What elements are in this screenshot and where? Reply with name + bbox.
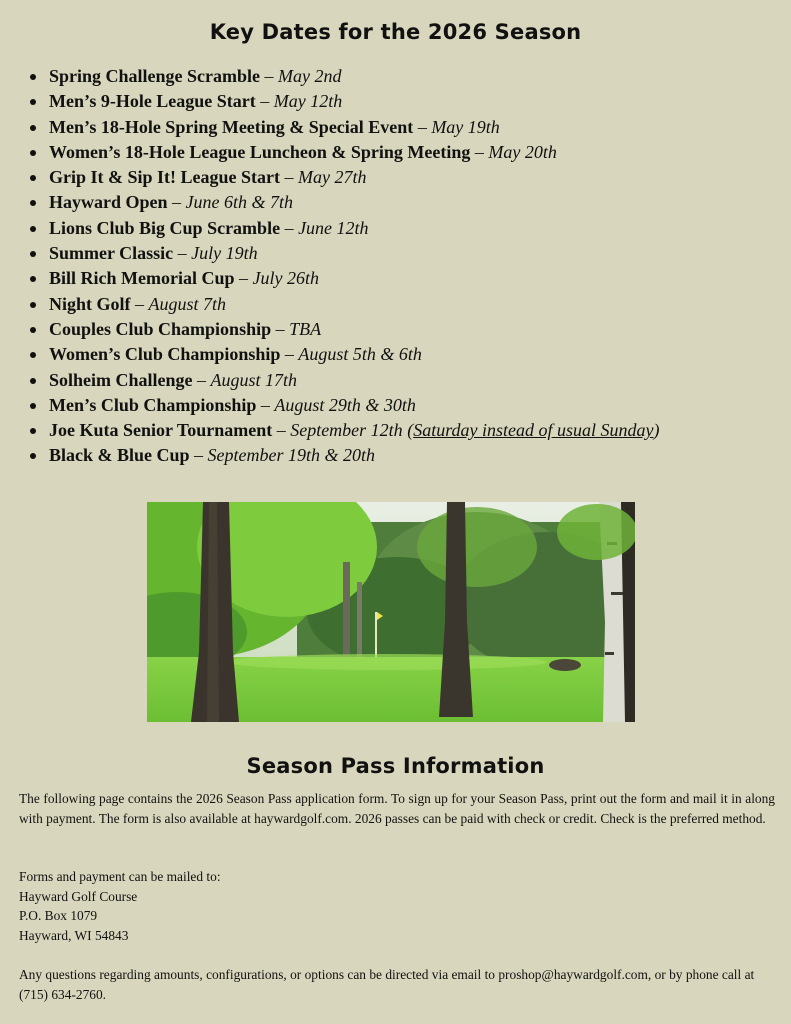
- bullet-icon: [30, 428, 36, 434]
- bullet-icon: [30, 125, 36, 131]
- event-date: May 2nd: [278, 66, 342, 86]
- bullet-icon: [30, 175, 36, 181]
- event-note: (Saturday instead of usual Sunday): [407, 420, 660, 441]
- list-item: Summer Classic – July 19th: [30, 241, 770, 266]
- list-item: Men’s 18-Hole Spring Meeting & Special Event – May 19th: [30, 115, 770, 140]
- event-date: June 6th & 7th: [185, 192, 293, 213]
- bullet-icon: [30, 453, 36, 459]
- list-item: Men’s Club Championship – August 29th & 30th: [30, 393, 770, 418]
- event-date: June 12th: [298, 217, 369, 238]
- list-item: Couples Club Championship – TBA: [30, 317, 770, 342]
- event-name: Joe Kuta Senior Tournament: [49, 420, 273, 441]
- list-item: Solheim Challenge – August 17th: [30, 368, 770, 393]
- contact-info: Any questions regarding amounts, configurations, or options can be directed via email to proshop@haywardgolf.com, or by phone call at (715) 634-2760.: [19, 967, 755, 1002]
- list-item: Black & Blue Cup – September 19th & 20th: [30, 443, 770, 468]
- event-name: Grip It & Sip It! League Start: [49, 167, 280, 188]
- event-date: August 17th: [210, 369, 298, 390]
- event-name: Bill Rich Memorial Cup: [49, 268, 235, 289]
- list-item: Lions Club Big Cup Scramble – June 12th: [30, 216, 770, 241]
- event-name: Men’s 9-Hole League Start: [49, 91, 256, 112]
- list-item: Women’s Club Championship – August 5th & 6th: [30, 342, 770, 367]
- address-line: Hayward Golf Course: [19, 888, 138, 904]
- list-item: Grip It & Sip It! League Start – May 27th: [30, 165, 770, 190]
- bullet-icon: [30, 251, 36, 257]
- event-name: Solheim Challenge: [49, 369, 193, 390]
- mail-heading: Forms and payment can be mailed to:: [19, 869, 221, 884]
- list-item: Spring Challenge Scramble – May 2nd: [30, 64, 770, 89]
- event-date: September 12th: [290, 420, 403, 441]
- list-item: Women’s 18-Hole League Luncheon & Spring Meeting – May 20th: [30, 140, 770, 165]
- event-name: Hayward Open: [49, 192, 168, 213]
- key-dates-title: Key Dates for the 2026 Season: [209, 20, 582, 44]
- event-date: September 19th & 20th: [207, 445, 376, 466]
- event-name: Women’s Club Championship: [49, 344, 281, 365]
- address-line: Hayward, WI 54843: [19, 927, 129, 943]
- season-pass-intro: The following page contains the 2026 Season Pass application form. To sign up for your Season Pass, print out the form and mail it in along with payment. The form is also available at haywardgolf.com. 2026 passes can be paid with check or credit. Check is the preferred method.: [19, 791, 775, 826]
- event-date: August 5th & 6th: [298, 344, 422, 365]
- mailing-address-block: [19, 867, 775, 945]
- bullet-icon: [30, 302, 36, 308]
- event-name: Couples Club Championship: [49, 318, 272, 339]
- event-date: May 19th: [431, 116, 500, 137]
- bullet-icon: [30, 403, 36, 409]
- event-name: Men’s 18-Hole Spring Meeting & Special Event: [49, 116, 414, 137]
- event-name: Women’s 18-Hole League Luncheon & Spring Meeting: [49, 141, 471, 162]
- event-date: August 7th: [148, 293, 227, 314]
- event-name: Lions Club Big Cup Scramble: [49, 217, 281, 238]
- list-item: Bill Rich Memorial Cup – July 26th: [30, 266, 770, 291]
- event-name: Black & Blue Cup: [49, 445, 190, 466]
- list-item: Men’s 9-Hole League Start – May 12th: [30, 89, 770, 114]
- event-date: May 20th: [488, 141, 557, 162]
- event-note-text: Saturday instead of usual Sunday: [413, 420, 654, 441]
- event-name: Men’s Club Championship: [49, 394, 257, 415]
- list-item: Hayward Open – June 6th & 7th: [30, 190, 770, 215]
- bullet-icon: [30, 99, 36, 105]
- bullet-icon: [30, 150, 36, 156]
- event-date: August 29th & 30th: [274, 394, 416, 415]
- event-date: July 19th: [191, 243, 258, 264]
- address-line: P.O. Box 1079: [19, 908, 98, 924]
- list-item: Night Golf – August 7th: [30, 292, 770, 317]
- golf-course-photo: [147, 502, 635, 722]
- bullet-icon: [30, 200, 36, 206]
- bullet-icon: [30, 352, 36, 358]
- key-dates-list: [30, 64, 770, 469]
- bullet-icon: [30, 327, 36, 333]
- event-name: Night Golf: [49, 293, 131, 314]
- bullet-icon: [30, 378, 36, 384]
- list-item: Joe Kuta Senior Tournament – September 12th (Saturday instead of usual Sunday): [30, 418, 770, 443]
- season-pass-title: Season Pass Information: [246, 754, 545, 778]
- event-date: TBA: [289, 318, 322, 339]
- event-date: July 26th: [252, 268, 319, 289]
- bullet-icon: [30, 226, 36, 232]
- event-name: Spring Challenge Scramble: [49, 66, 261, 86]
- event-date: May 27th: [298, 167, 367, 188]
- bullet-icon: [30, 74, 36, 80]
- bullet-icon: [30, 276, 36, 282]
- event-date: May 12th: [273, 91, 343, 112]
- event-name: Summer Classic: [49, 243, 174, 264]
